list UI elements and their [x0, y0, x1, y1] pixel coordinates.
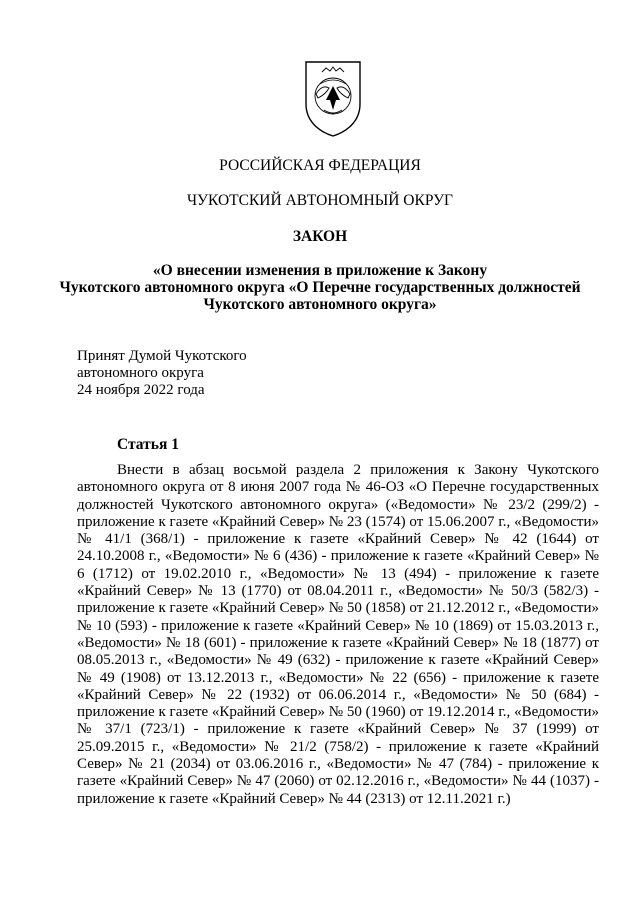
article-heading: Статья 1	[117, 436, 179, 453]
country-heading: РОССИЙСКАЯ ФЕДЕРАЦИЯ	[219, 157, 421, 174]
law-title	[0, 262, 640, 313]
adoption-note	[77, 348, 247, 399]
adoption-date: 24 ноября 2022 года	[77, 382, 205, 398]
coat-of-arms-icon	[302, 58, 364, 138]
adoption-line: автономного округа	[77, 365, 204, 381]
adoption-line: Принят Думой Чукотского	[77, 348, 247, 364]
article-body-text: Внести в абзац восьмой раздела 2 приложения к Закону Чукотского автономного округа от 8 июня 2007 года № 46-ОЗ «О Перечне государственных должностей Чукотского автономного округа» («Ведомости» № 23/2 (299/2) - приложение к газете «Крайний Север» № 23 (1574) от 15.06.2007 г., «Ведомости» № 41/1 (368/1) - приложение к газете «Крайний Север» № 42 (1644) от 24.10.2008 г., «Ведомости» № 6 (436) - приложение к газете «Крайний Север» № 6 (1712) от 19.02.2010 г., «Ведомости» № 13 (494) - приложение к газете «Крайний Север» № 13 (1770) от 08.04.2011 г., «Ведомости» № 50/3 (582/3) - приложение к газете «Крайний Север» № 50 (1858) от 21.12.2012 г., «Ведомости» № 10 (593) - приложение к газете «Крайний Север» № 10 (1869) от 15.03.2013 г., «Ведомости» № 18 (601) - приложение к газете «Крайний Север» № 18 (1877) от 08.05.2013 г., «Ведомости» № 49 (632) - приложение к газете «Крайний Север» № 49 (1908) от 13.12.2013 г., «Ведомости» № 22 (656) - приложение к газете «Крайний Север» № 22 (1932) от 06.06.2014 г., «Ведомости» № 50 (684) - приложение к газете «Крайний Север» № 50 (1960) от 19.12.2014 г., «Ведомости» № 37/1 (723/1) - приложение к газете «Крайний Север» № 37 (1999) от 25.09.2015 г., «Ведомости» № 21/2 (758/2) - приложение к газете «Крайний Север» № 21 (2034) от 03.06.2016 г., «Ведомости» № 47 (784) - приложение к газете «Крайний Север» № 47 (2060) от 02.12.2016 г., «Ведомости» № 44 (1037) - приложение к газете «Крайний Север» № 44 (2313) от 12.11.2021 г.)	[77, 462, 599, 807]
law-title-line: «О внесении изменения в приложение к Закону	[152, 262, 488, 279]
law-title-line: Чукотского автономного округа»	[203, 296, 437, 313]
region-heading: ЧУКОТСКИЙ АВТОНОМНЫЙ ОКРУГ	[186, 192, 454, 209]
law-title-line: Чукотского автономного округа «О Перечне государственных должностей	[59, 279, 581, 296]
document-type-heading: ЗАКОН	[292, 228, 348, 245]
